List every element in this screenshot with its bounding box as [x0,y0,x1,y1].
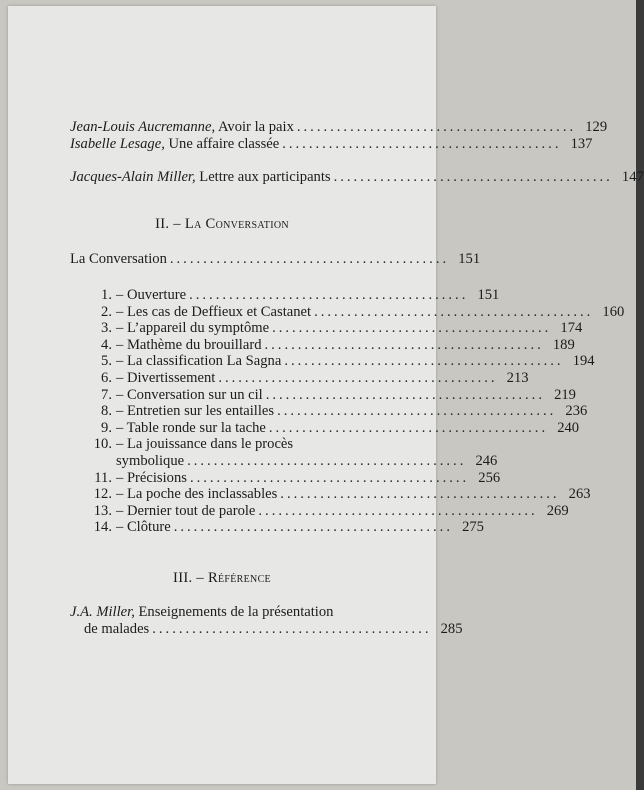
toc-item-row [90,303,625,321]
toc-page-number: 189 [552,336,575,353]
page-edge-shadow [636,0,644,790]
toc-title: de malades [84,621,150,637]
toc-title: Avoir la paix [215,119,294,135]
toc-item-row [90,320,583,337]
toc-item-row [90,370,529,387]
leader-dots: .......................................... [296,119,577,135]
toc-item-number: 1. [101,287,112,303]
toc-author: Jean-Louis Aucremanne, [70,119,216,135]
toc-entry-la-conversation [70,251,481,268]
toc-page-number: 246 [475,453,498,469]
leader-dots: .......................................... [152,621,432,637]
toc-title: Enseignements de la présentation [134,604,334,620]
toc-author: J.A. Miller, [70,604,135,620]
toc-item-number: 7. [101,386,112,403]
leader-dots: .......................................... [280,486,560,503]
toc-entry-miller-ref-line2 [84,621,463,638]
toc-item-number: 14. [93,519,112,536]
toc-item-title: – La poche des inclassables [116,486,278,503]
toc-item-title: – Entretien sur les entailles [116,403,275,420]
toc-page-number: 263 [568,486,591,503]
toc-item-row [90,386,576,404]
toc-item-row [90,403,588,420]
toc-title: Lettre aux participants [195,169,331,185]
leader-dots: .......................................... [264,336,544,353]
leader-dots: .......................................... [218,370,498,386]
toc-item-title: – Conversation sur un cil [116,386,263,403]
toc-page-number: 147 [621,169,644,185]
toc-entry-miller-ref-line1 [70,604,333,621]
toc-item-title: – Dernier tout de parole [116,502,256,519]
toc-entry-miller-lettre [70,169,644,186]
toc-item-title: – La jouissance dans le procès [116,436,294,453]
toc-item-title: – Ouverture [116,287,187,303]
section-heading-iii: III. – Référence [173,570,271,586]
toc-item-title: symbolique [116,453,185,469]
toc-item-title: – Divertissement [116,370,216,386]
toc-item-row [90,419,580,437]
toc-page-number: 160 [602,303,625,320]
toc-item-number: 6. [101,370,112,386]
toc-author: Isabelle Lesage, [70,136,165,152]
toc-item-row [90,287,500,304]
toc-item-number: 13. [93,502,112,519]
toc-page-number: 194 [572,353,595,370]
toc-item-title: – Clôture [116,519,171,536]
leader-dots: .......................................... [277,403,557,420]
toc-title: Une affaire classée [164,136,280,152]
toc-item-row [90,469,501,487]
leader-dots: .......................................... [272,320,552,337]
toc-page-number: 137 [570,136,593,152]
leader-dots: .......................................... [282,136,562,152]
toc-author: Jacques-Alain Miller, [70,169,196,185]
toc-item-row [90,453,498,470]
toc-item-number: 10. [93,436,112,453]
toc-item-title: – Mathème du brouillard [116,336,262,353]
leader-dots: .......................................... [284,353,564,370]
toc-item-row [90,436,406,453]
toc-item-row [90,519,484,536]
leader-dots: .......................................... [333,169,613,185]
toc-page-number: 213 [506,370,529,386]
toc-item-title: – Les cas de Deffieux et Castanet [116,303,312,320]
toc-item-number: 5. [101,353,112,370]
toc-page-number: 129 [585,119,608,135]
toc-page-number: 269 [546,502,569,519]
toc-page-number: 285 [440,621,463,637]
toc-item-number: 3. [101,320,112,337]
toc-item-title: – L’appareil du symptôme [116,320,270,337]
leader-dots: .......................................... [258,502,538,519]
toc-item-title: – La classification La Sagna [116,353,282,370]
section-title: Référence [207,570,271,586]
toc-page-number: 240 [557,419,580,436]
leader-dots: .......................................... [265,386,545,403]
toc-entry-aucremanne [70,119,608,136]
toc-item-number: 11. [94,469,112,486]
leader-dots: .......................................... [187,453,467,469]
leader-dots: .......................................... [173,519,453,536]
toc-item-row [90,486,591,503]
toc-item-title: – Table ronde sur la tache [116,419,266,436]
toc-title: La Conversation [70,251,167,267]
toc-item-number: 12. [93,486,112,503]
toc-entry-lesage [70,136,593,153]
toc-page-number: 256 [478,469,501,486]
toc-page-number: 236 [565,403,588,420]
toc-page-number: 275 [462,519,484,536]
toc-item-number: 2. [101,303,112,320]
leader-dots: .......................................... [169,251,450,267]
toc-item-row [90,502,569,520]
toc-item-row [90,336,575,354]
toc-item-number: 8. [101,403,112,420]
toc-item-number: 4. [101,336,112,353]
leader-dots: .......................................... [314,303,594,320]
toc-page-number: 219 [554,386,576,403]
toc-item-number: 9. [101,419,112,436]
section-title: La Conversation [184,216,289,232]
toc-item-title: – Précisions [116,469,187,486]
toc-page-number: 151 [458,251,481,267]
leader-dots: .......................................... [268,419,549,436]
leader-dots: .......................................... [189,469,470,486]
toc-page-number: 174 [560,320,583,337]
toc-item-row [90,353,595,370]
toc-page-number: 151 [477,287,500,303]
section-heading-ii: II. – La Conversation [155,216,289,232]
leader-dots: .......................................... [189,287,469,303]
